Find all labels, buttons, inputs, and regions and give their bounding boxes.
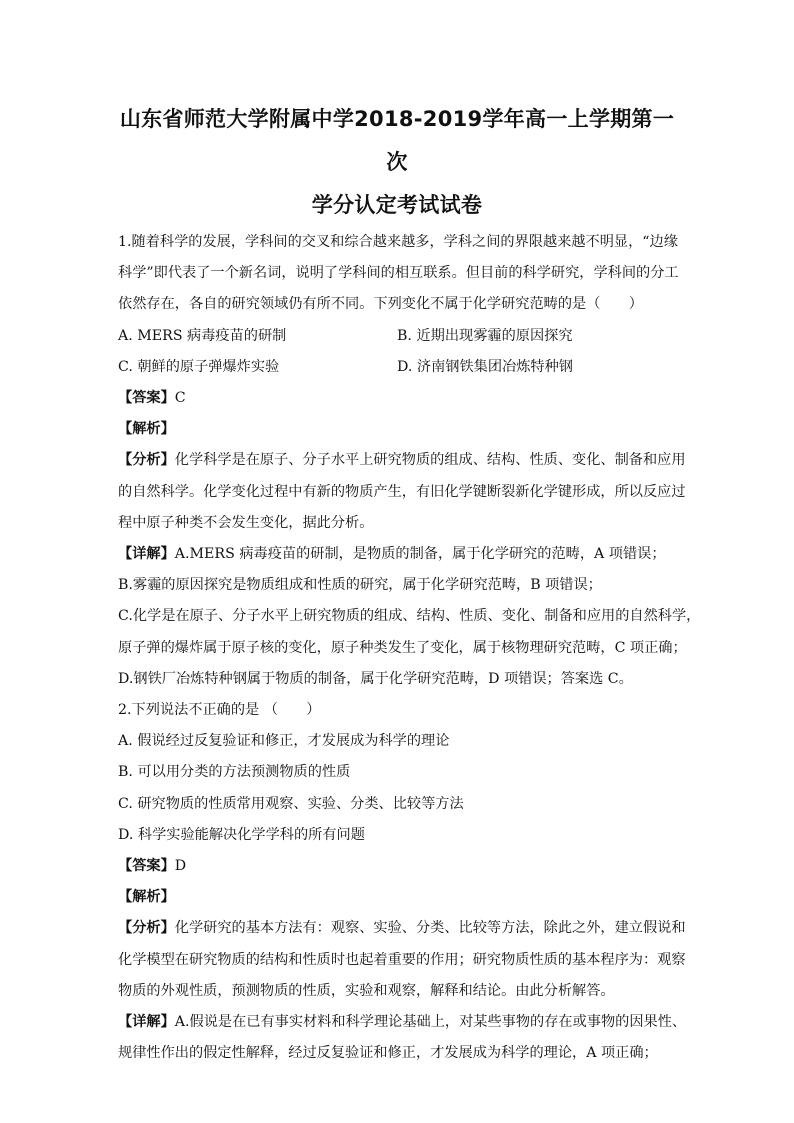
- q1-stem-line-2: 科学”即代表了一个新名词，说明了学科间的相互联系。但目前的科学研究，学科间的分工: [118, 265, 679, 282]
- q2-analysis-tag: 【解析】: [118, 889, 175, 906]
- q1-fenxi-text-1: 化学科学是在原子、分子水平上研究物质的组成、结构、性质、变化、制备和应用: [174, 452, 686, 469]
- q1-xiangjie-line-5: D.钢铁厂冶炼特种钢属于物质的制备，属于化学研究范畴，D 项错误；答案选 C。: [118, 670, 633, 687]
- q1-xiangjie-line-2: B.雾霾的原因探究是物质组成和性质的研究，属于化学研究范畴，B 项错误；: [118, 577, 602, 594]
- q1-xiangjie-line-4: 原子弹的爆炸属于原子核的变化，原子种类发生了变化，属于核物理研究范畴，C 项正确；: [118, 639, 687, 656]
- q2-xiangjie-line-2: 规律性作出的假定性解释，经过反复验证和修正，才发展成为科学的理论，A 项正确；: [118, 1045, 658, 1062]
- q2-xiangjie-tag: 【详解】: [118, 1014, 175, 1031]
- q2-fenxi-line-3: 物质的外观性质，预测物质的性质，实验和观察，解释和结论。由此分析解答。: [118, 982, 615, 999]
- q2-fenxi-tag: 【分析】: [118, 920, 175, 937]
- q2-option-d: D. 科学实验能解决化学学科的所有问题: [118, 826, 365, 843]
- q1-fenxi-line-1: [118, 445, 686, 476]
- q1-answer-value: C: [174, 390, 186, 407]
- document-page: [118, 98, 701, 1069]
- q2-option-b: B. 可以用分类的方法预测物质的性质: [118, 764, 351, 781]
- q1-options-row-2: [118, 352, 676, 383]
- q2-answer-tag: 【答案】: [118, 858, 175, 875]
- q1-fenxi-line-3: 程中原子种类不会发生变化，据此分析。: [118, 514, 374, 531]
- q2-xiangjie-line-1: [118, 1007, 687, 1038]
- q1-answer-tag: 【答案】: [118, 390, 175, 407]
- q2-option-c: C. 研究物质的性质常用观察、实验、分类、比较等方法: [118, 795, 464, 812]
- q2-fenxi-line-2: 化学模型在研究物质的结构和性质时也起着重要的作用；研究物质性质的基本程序为：观察: [118, 951, 686, 968]
- q1-options-row-1: [118, 321, 676, 352]
- q2-option-a: A. 假说经过反复验证和修正，才发展成为科学的理论: [118, 733, 450, 750]
- q2-answer-value: D: [174, 858, 187, 875]
- q1-analysis-label: [118, 414, 676, 445]
- q2-fenxi-line-1: [118, 913, 686, 944]
- q1-fenxi-line-2: 的自然科学。化学变化过程中有新的物质产生，有旧化学键断裂新化学键形成，所以反应过: [118, 483, 686, 500]
- q2-answer: [118, 851, 676, 882]
- q1-xiangjie-text-1: A.MERS 病毒疫苗的研制，是物质的制备，属于化学研究的范畴，A 项错误；: [174, 546, 666, 563]
- q1-analysis-tag: 【解析】: [118, 421, 175, 438]
- q1-fenxi-tag: 【分析】: [118, 452, 175, 469]
- question-2: [118, 695, 687, 1069]
- q2-fenxi-text-1: 化学研究的基本方法有：观察、实验、分类、比较等方法，除此之外，建立假说和: [174, 920, 686, 937]
- q1-option-d: D. 济南钢铁集团冶炼特种钢: [397, 358, 573, 375]
- q1-xiangjie-line-1: [118, 539, 676, 570]
- q1-option-c: C. 朝鲜的原子弹爆炸实验: [118, 358, 280, 375]
- document-title-line-2: 学分认定考试试卷: [311, 193, 483, 217]
- q1-stem-line-1: 1.随着科学的发展，学科间的交叉和综合越来越多，学科之间的界限越来越不明显，“边缘: [118, 234, 678, 250]
- q1-option-b: B. 近期出现雾霾的原因探究: [397, 327, 573, 344]
- q2-xiangjie-text-1: A.假说是在已有事实材料和科学理论基础上，对某些事物的存在或事物的因果性、: [174, 1014, 687, 1031]
- q1-xiangjie-line-3: C.化学是在原子、分子水平上研究物质的组成、结构、性质、变化、制备和应用的自然科学，: [118, 608, 701, 625]
- q2-stem: 2.下列说法不正确的是 （ ）: [118, 702, 321, 719]
- q1-answer: [118, 383, 676, 414]
- question-1: [118, 227, 701, 695]
- q2-analysis-label: [118, 882, 676, 913]
- q1-stem-line-3: 依然存在，各自的研究领域仍有所不同。下列变化不属于化学研究范畴的是（ ）: [118, 296, 643, 313]
- q1-option-a: A. MERS 病毒疫苗的研制: [118, 327, 287, 344]
- document-title-line-1: 山东省师范大学附属中学2018-2019学年高一上学期第一次: [119, 107, 675, 174]
- q1-xiangjie-tag: 【详解】: [118, 546, 175, 563]
